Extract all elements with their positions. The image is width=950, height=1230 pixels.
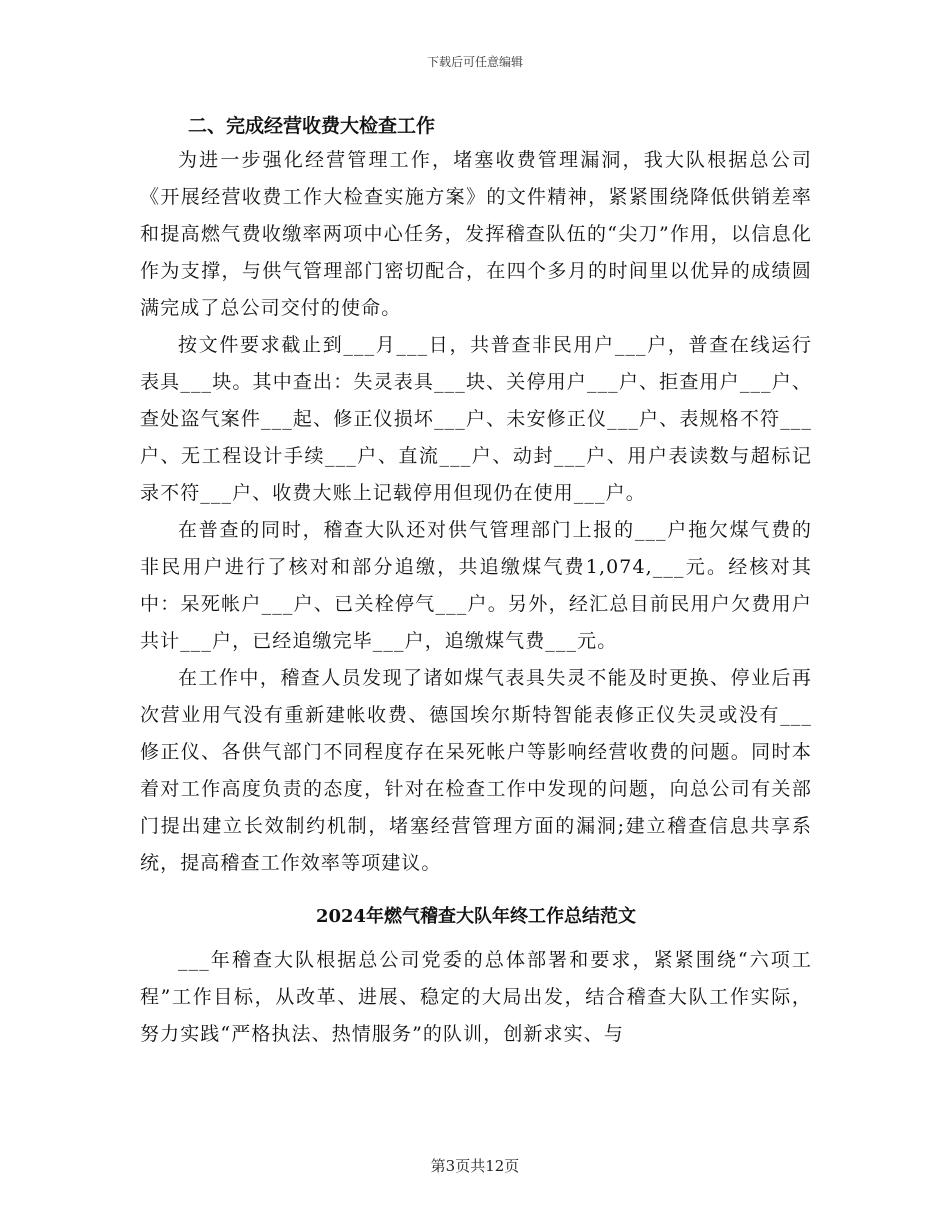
page-number: 第3页共12页 — [430, 1157, 520, 1175]
paragraph-3: 在普查的同时，稽查大队还对供气管理部门上报的___户拖欠煤气费的非民用户进行了核对和部分追缴，共追缴煤气费1,074,___元。经核对其中：呆死帐户___户、已关栓停气___户。另外，经汇总目前民用户欠费用户共计___户，已经追缴完毕___户，追缴煤气费___元。 — [140, 519, 812, 652]
paragraph-2: 按文件要求截止到___月___日，共普查非民用户___户，普查在线运行表具___块。其中查出：失灵表具___块、关停用户___户、拒查用户___户、查处盗气案件___起、修正仪损坏___户、未安修正仪___户、表规格不符___户、无工程设计手续___户、直流___户、动封___户、用户表读数与超标记录不符___户、收费大账上记载停用但现仍在使用___户。 — [140, 334, 812, 504]
paragraph-1: 为进一步强化经营管理工作，堵塞收费管理漏洞，我大队根据总公司《开展经营收费工作大检查实施方案》的文件精神，紧紧围绕降低供销差率和提高燃气费收缴率两项中心任务，发挥稽查队伍的“尖刀”作用，以信息化作为支撑，与供气管理部门密切配合，在四个多月的时间里以优异的成绩圆满完成了总公司交付的使命。 — [140, 149, 812, 319]
document-title: 2024年燃气稽查大队年终工作总结范文 — [315, 906, 637, 927]
section-heading: 二、完成经营收费大检查工作 — [188, 115, 436, 137]
paragraph-4: 在工作中，稽查人员发现了诸如煤气表具失灵不能及时更换、停业后再次营业用气没有重新建帐收费、德国埃尔斯特智能表修正仪失灵或没有___修正仪、各供气部门不同程度存在呆死帐户等影响经营收费的问题。同时本着对工作高度负责的态度，针对在检查工作中发现的问题，向总公司有关部门提出建立长效制约机制，堵塞经营管理方面的漏洞;建立稽查信息共享系统，提高稽查工作效率等项建议。 — [140, 667, 812, 874]
header-note: 下载后可任意编辑 — [426, 55, 523, 69]
intro-paragraph: ___年稽查大队根据总公司党委的总体部署和要求，紧紧围绕“六项工程”工作目标，从改革、进展、稳定的大局出发，结合稽查大队工作实际，努力实践“严格执法、热情服务”的队训，创新求实、与 — [140, 949, 812, 1045]
document-body — [140, 110, 812, 1053]
